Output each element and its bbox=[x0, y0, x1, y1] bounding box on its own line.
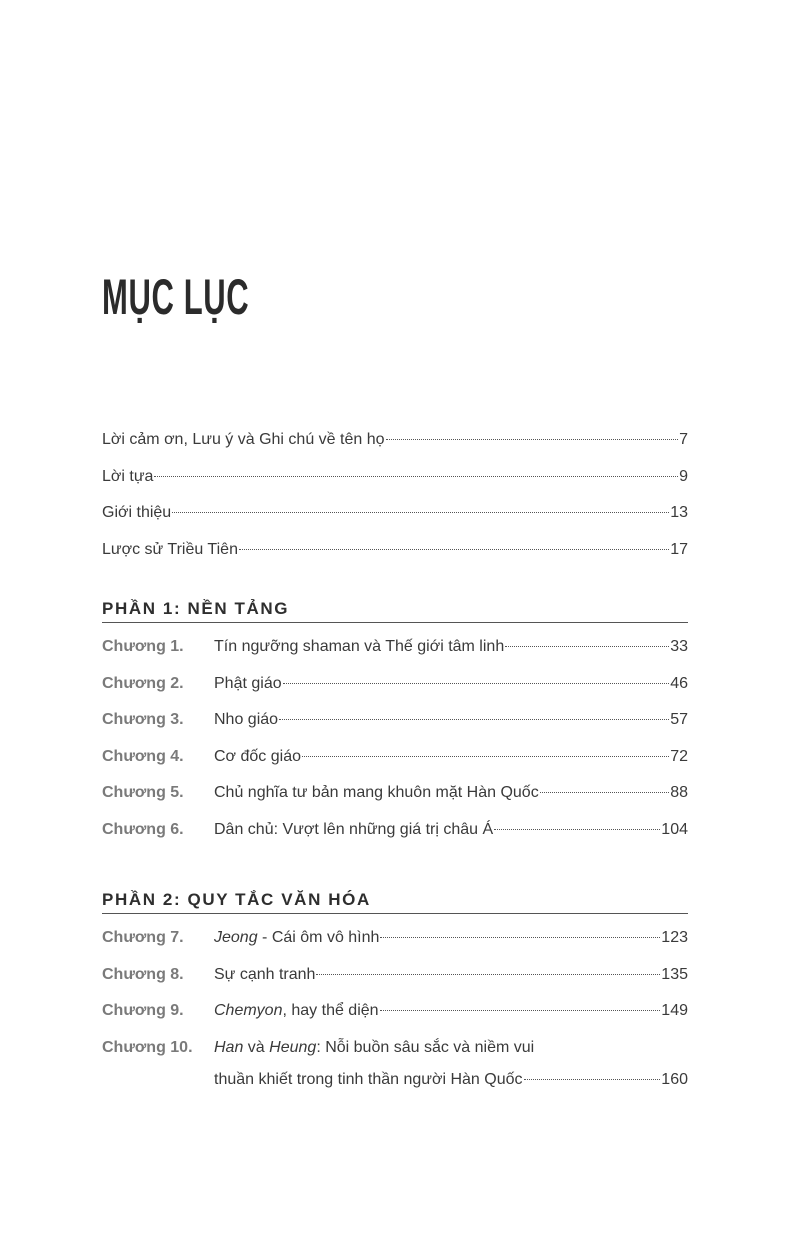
page-number: 13 bbox=[670, 504, 688, 521]
chapter-label: Chương 10. bbox=[102, 1038, 193, 1056]
dot-leader bbox=[505, 646, 669, 647]
front-matter-list bbox=[102, 428, 688, 574]
chapter-title bbox=[214, 926, 379, 950]
dot-leader bbox=[172, 512, 669, 513]
chapter-entry[interactable] bbox=[102, 1036, 688, 1092]
chapter-title-segment: Sự cạnh tranh bbox=[214, 965, 316, 983]
chapter-title bbox=[214, 818, 493, 842]
entry-title: Lược sử Triều Tiên bbox=[102, 540, 238, 558]
toc-entry[interactable] bbox=[102, 538, 688, 575]
toc-entry[interactable] bbox=[102, 465, 688, 502]
page-number: 57 bbox=[670, 711, 688, 728]
chapter-entry[interactable] bbox=[102, 818, 688, 855]
page-number: 123 bbox=[661, 929, 688, 946]
page-number: 160 bbox=[661, 1070, 688, 1088]
chapter-label: Chương 5. bbox=[102, 784, 184, 801]
page-number: 135 bbox=[661, 965, 688, 983]
chapter-title bbox=[214, 963, 315, 987]
toc-entry[interactable] bbox=[102, 501, 688, 538]
chapter-title-segment: Heung bbox=[269, 1038, 317, 1056]
dot-leader bbox=[380, 1010, 661, 1011]
chapter-title-segment: Dân chủ: Vượt lên những giá trị châu Á bbox=[214, 820, 494, 838]
chapter-label: Chương 4. bbox=[102, 747, 184, 765]
chapter-title-line bbox=[214, 1068, 688, 1092]
page-number: 149 bbox=[661, 1002, 688, 1019]
chapter-title-segment: Jeong bbox=[214, 929, 258, 946]
page-number: 9 bbox=[679, 467, 688, 485]
chapter-title-segment: Tín ngưỡng shaman và Thế giới tâm linh bbox=[214, 638, 505, 655]
chapter-title-segment: Chemyon bbox=[214, 1002, 283, 1019]
chapter-title-segment: : Nỗi buồn sâu sắc và niềm vui bbox=[316, 1038, 535, 1056]
chapter-title-segment: Nho giáo bbox=[214, 711, 279, 728]
chapter-title bbox=[214, 672, 282, 696]
chapter-label: Chương 6. bbox=[102, 820, 184, 838]
part-2-section bbox=[102, 889, 688, 1092]
dot-leader bbox=[386, 439, 679, 440]
dot-leader bbox=[540, 792, 670, 793]
page-number: 72 bbox=[670, 747, 688, 765]
chapter-label: Chương 1. bbox=[102, 638, 184, 655]
chapter-title-segment: , hay thể diện bbox=[282, 1002, 379, 1019]
chapter-title-segment: Cơ đốc giáo bbox=[214, 747, 301, 765]
toc-entry[interactable] bbox=[102, 428, 688, 465]
chapter-title-segment: - Cái ôm vô hình bbox=[257, 929, 380, 946]
dot-leader bbox=[239, 549, 669, 550]
chapter-label: Chương 9. bbox=[102, 1002, 184, 1019]
page-title: MỤC LỤC bbox=[102, 269, 250, 325]
chapter-title bbox=[214, 745, 301, 769]
page-number: 104 bbox=[661, 820, 688, 838]
dot-leader bbox=[302, 756, 669, 757]
chapter-label: Chương 8. bbox=[102, 965, 184, 983]
chapter-title bbox=[214, 781, 539, 805]
part-heading: PHẦN 2: QUY TẮC VĂN HÓA bbox=[102, 889, 688, 914]
chapter-entry[interactable] bbox=[102, 926, 688, 963]
chapter-title-line bbox=[214, 1036, 688, 1068]
chapter-label: Chương 7. bbox=[102, 929, 184, 946]
chapter-title bbox=[214, 1036, 688, 1092]
chapter-entry[interactable] bbox=[102, 781, 688, 818]
chapter-entry[interactable] bbox=[102, 745, 688, 782]
part-1-section bbox=[102, 598, 688, 854]
dot-leader bbox=[494, 829, 660, 830]
chapter-entry[interactable] bbox=[102, 963, 688, 1000]
entry-title: Lời tựa bbox=[102, 467, 154, 485]
chapter-title bbox=[214, 708, 278, 732]
page-number: 88 bbox=[670, 784, 688, 801]
part-heading: PHẦN 1: NỀN TẢNG bbox=[102, 598, 688, 623]
dot-leader bbox=[154, 476, 678, 477]
chapter-title-continuation: thuần khiết trong tinh thần người Hàn Quốc bbox=[214, 1070, 523, 1088]
chapter-label: Chương 3. bbox=[102, 711, 184, 728]
chapter-title-segment: và bbox=[243, 1038, 270, 1056]
chapter-title-segment: Chủ nghĩa tư bản mang khuôn mặt Hàn Quốc bbox=[214, 784, 539, 801]
dot-leader bbox=[524, 1079, 661, 1080]
chapter-entry[interactable] bbox=[102, 708, 688, 745]
dot-leader bbox=[316, 974, 660, 975]
chapter-label: Chương 2. bbox=[102, 674, 184, 692]
page-number: 33 bbox=[670, 638, 688, 655]
page-number: 46 bbox=[670, 674, 688, 692]
entry-title: Giới thiệu bbox=[102, 504, 172, 521]
chapter-title-segment: Phật giáo bbox=[214, 674, 282, 692]
page-number: 17 bbox=[670, 540, 688, 558]
chapter-entry[interactable] bbox=[102, 635, 688, 672]
page-number: 7 bbox=[679, 431, 688, 448]
chapter-entry[interactable] bbox=[102, 999, 688, 1036]
chapter-title bbox=[214, 635, 504, 659]
chapter-title bbox=[214, 999, 379, 1023]
chapter-entry[interactable] bbox=[102, 672, 688, 709]
dot-leader bbox=[380, 937, 660, 938]
dot-leader bbox=[283, 683, 670, 684]
entry-title: Lời cảm ơn, Lưu ý và Ghi chú về tên họ bbox=[102, 431, 385, 448]
chapter-title-segment: Han bbox=[214, 1038, 244, 1056]
dot-leader bbox=[279, 719, 669, 720]
